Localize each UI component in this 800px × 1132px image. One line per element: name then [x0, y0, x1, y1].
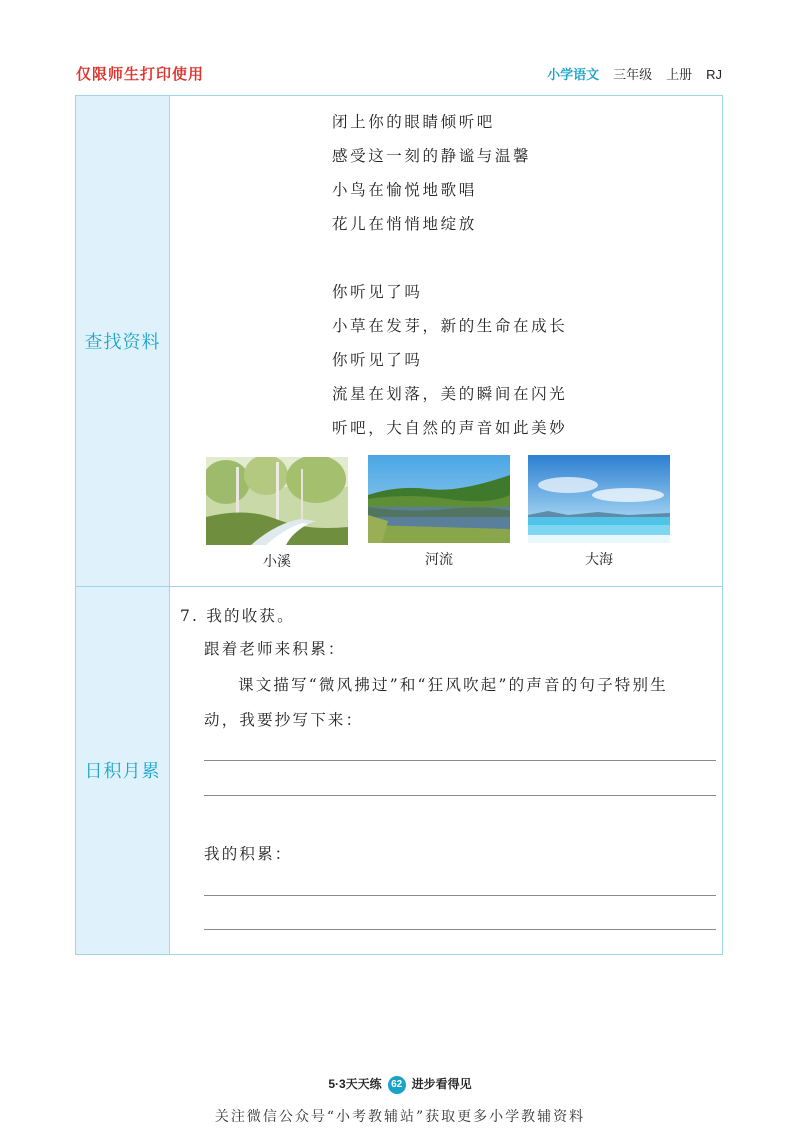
sea-photo: [528, 455, 670, 543]
prompt-follow-teacher: 跟着老师来积累：: [204, 640, 346, 658]
footer-slogan: 进步看得见: [411, 1077, 472, 1091]
worksheet-table: [75, 95, 723, 955]
page-number-badge: 62: [388, 1076, 406, 1094]
section-divider: [76, 586, 722, 587]
stream-photo: [206, 457, 348, 545]
volume-label: 上册: [666, 67, 693, 82]
page-footer: [0, 1075, 800, 1094]
river-caption: 河流: [425, 552, 453, 568]
writing-line[interactable]: [204, 895, 716, 896]
writing-line[interactable]: [204, 929, 716, 930]
book-info: [547, 64, 722, 83]
poem-line: 感受这一刻的静谧与温馨: [332, 147, 532, 165]
question-title: 7. 我的收获。: [180, 607, 295, 625]
poem-line: 小鸟在愉悦地歌唱: [332, 181, 477, 199]
river-photo: [368, 455, 510, 543]
grade-label: 三年级: [613, 67, 653, 82]
subject-label: 小学语文: [547, 67, 600, 82]
task-text-line1: 课文描写“微风拂过”和“狂风吹起”的声音的句子特别生: [238, 676, 668, 694]
prompt-my-accumulation: 我的积累：: [204, 845, 293, 863]
poem-line: 你听见了吗: [332, 351, 423, 369]
poem-line: 听吧，大自然的声音如此美妙: [332, 419, 568, 437]
section-label-accumulation: 日积月累: [76, 586, 170, 954]
writing-line[interactable]: [204, 760, 716, 761]
edition-label: RJ: [706, 67, 722, 82]
footer-brand: 5·3天天练: [328, 1077, 382, 1091]
poem-line: 花儿在悄悄地绽放: [332, 215, 477, 233]
poem-line: 流星在划落，美的瞬间在闪光: [332, 385, 568, 403]
poem-line: 闭上你的眼睛倾听吧: [332, 113, 495, 131]
watermark-text: 关注微信公众号“小考教辅站”获取更多小学教辅资料: [214, 1109, 586, 1125]
stream-caption: 小溪: [263, 554, 291, 570]
section-label-research: 查找资料: [76, 96, 170, 586]
writing-line[interactable]: [204, 795, 716, 796]
sea-caption: 大海: [585, 552, 613, 568]
poem-line: 你听见了吗: [332, 283, 423, 301]
task-text-line2: 动，我要抄写下来：: [204, 711, 364, 729]
poem-line: 小草在发芽，新的生命在成长: [332, 317, 568, 335]
print-notice: 仅限师生打印使用: [76, 66, 205, 83]
